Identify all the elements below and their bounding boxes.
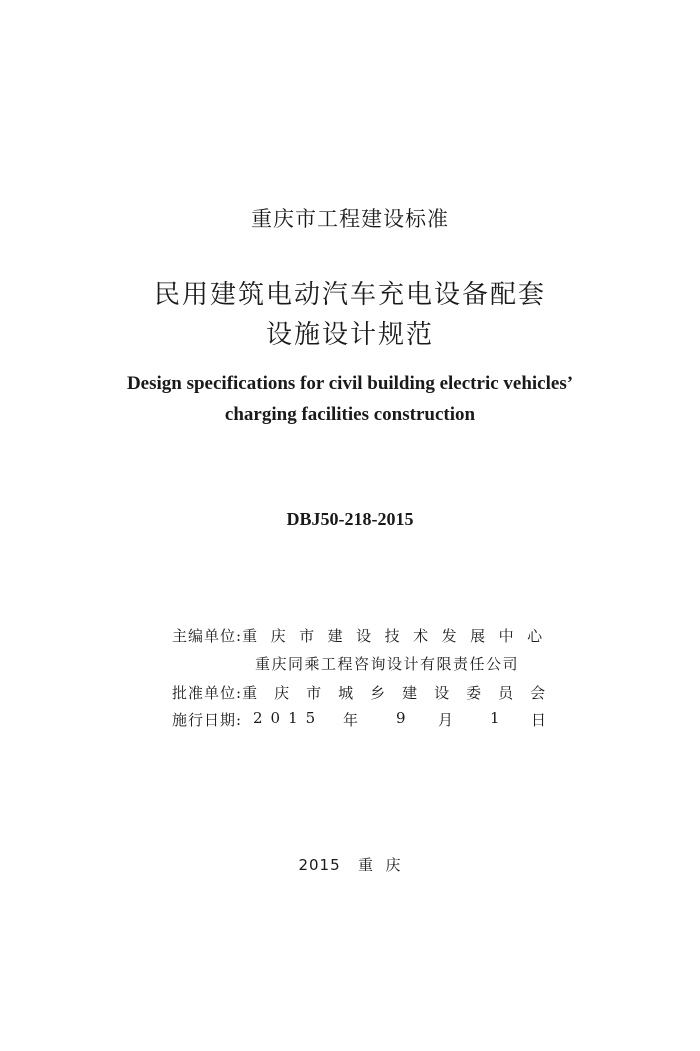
chief-editor-org-1: 重庆市建设技术发展中心	[242, 627, 556, 645]
effective-date-month: 9	[396, 709, 406, 727]
document-title-line-1: 民用建筑电动汽车充电设备配套	[153, 280, 546, 310]
effective-date-day: 1	[490, 709, 500, 727]
publication-footer	[0, 854, 700, 875]
chief-editor-org-2: 重庆同乘工程咨询设计有限责任公司	[255, 655, 520, 673]
effective-date-day-unit: 日	[531, 711, 547, 729]
chief-editor-label: 主编单位:	[172, 627, 243, 645]
effective-date-month-unit: 月	[438, 711, 454, 729]
publication-year: 2015	[298, 856, 341, 874]
standard-code: DBJ50-218-2015	[286, 509, 414, 529]
document-title-line-2: 设施设计规范	[265, 320, 434, 350]
standard-series-title: 重庆市工程建设标准	[251, 207, 449, 231]
approver-org: 重庆市城乡建设委员会	[242, 684, 563, 702]
effective-date-row	[172, 709, 547, 731]
effective-date-year: 2015	[253, 709, 324, 727]
chief-editor-row-2	[255, 653, 519, 675]
approver-label: 批准单位:	[172, 684, 243, 702]
effective-date-year-unit: 年	[343, 711, 359, 729]
english-title-line-1: Design specifications for civil building electric vehicles’	[126, 373, 574, 394]
publication-city: 重 庆	[357, 856, 402, 874]
english-title-line-2: charging facilities construction	[224, 404, 476, 425]
effective-date-label: 施行日期:	[172, 711, 243, 729]
chief-editor-row	[172, 625, 556, 647]
approver-row	[172, 682, 562, 704]
